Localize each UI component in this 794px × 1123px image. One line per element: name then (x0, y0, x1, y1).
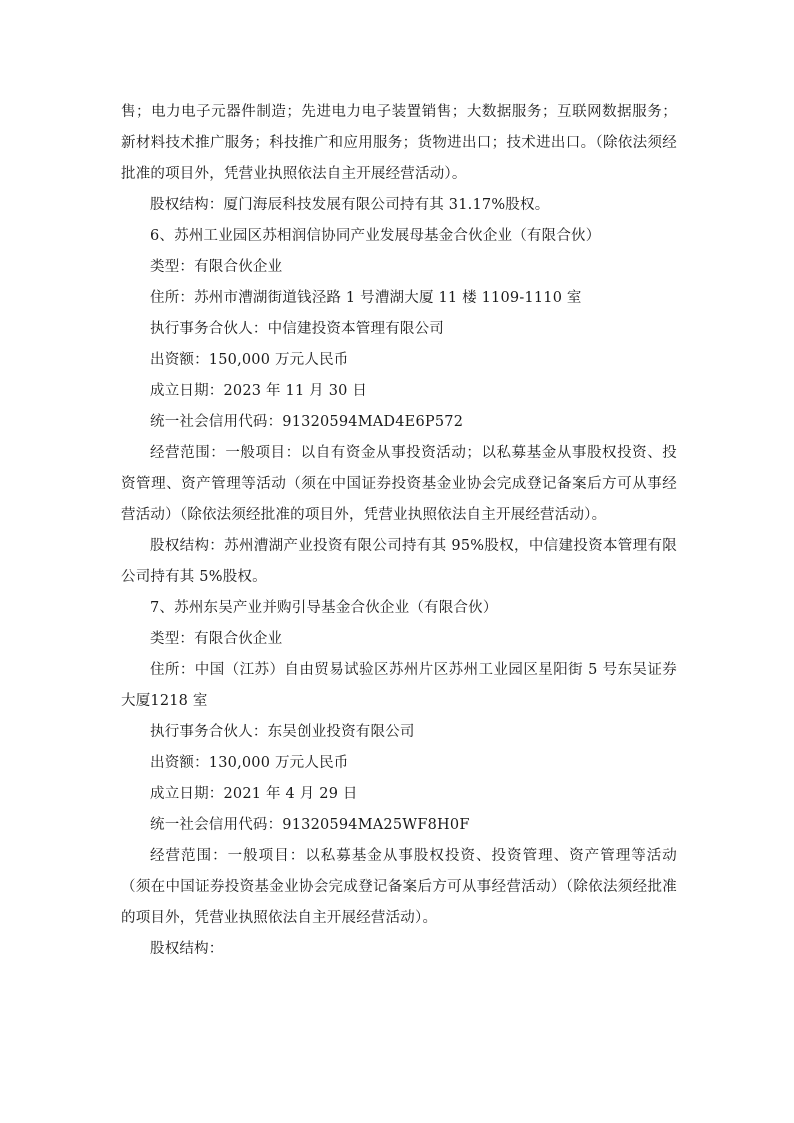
paragraph-managing-partner-6: 执行事务合伙人：中信建投资本管理有限公司 (150, 321, 444, 337)
paragraph-address-7: 住所：中国（江苏）自由贸易试验区苏州片区苏州工业园区星阳街 5 号东吴证券大厦1218 室 (121, 662, 677, 709)
section-heading-7: 7、苏州东吴产业并购引导基金合伙企业（有限合伙） (150, 600, 498, 616)
document-body (121, 97, 677, 965)
paragraph-credit-code-7: 统一社会信用代码：91320594MA25WF8H0F (150, 817, 470, 833)
section-heading-6: 6、苏州工业园区苏相润信协同产业发展母基金合伙企业（有限合伙） (150, 228, 601, 244)
paragraph-equity-structure-5: 股权结构：厦门海辰科技发展有限公司持有其 31.17%股权。 (150, 197, 550, 213)
paragraph-business-scope-6: 经营范围：一般项目：以自有资金从事投资活动；以私募基金从事股权投资、投资管理、资产管理等活动（须在中国证券投资基金业协会完成登记备案后方可从事经营活动）（除依法须经批准的项目外，凭营业执照依法自主开展经营活动）。 (121, 445, 677, 523)
paragraph-established-date-7: 成立日期：2021 年 4 月 29 日 (150, 786, 358, 802)
paragraph-managing-partner-7: 执行事务合伙人：东吴创业投资有限公司 (150, 724, 415, 740)
paragraph-capital-6: 出资额：150,000 万元人民币 (150, 352, 349, 368)
paragraph-business-scope-7: 经营范围：一般项目：以私募基金从事股权投资、投资管理、资产管理等活动（须在中国证券投资基金业协会完成登记备案后方可从事经营活动）（除依法须经批准的项目外，凭营业执照依法自主开展经营活动）。 (121, 848, 677, 926)
paragraph-type-6: 类型：有限合伙企业 (150, 259, 283, 275)
paragraph-address-6: 住所：苏州市漕湖街道钱泾路 1 号漕湖大厦 11 楼 1109-1110 室 (150, 290, 582, 306)
paragraph-established-date-6: 成立日期：2023 年 11 月 30 日 (150, 383, 368, 399)
paragraph-business-scope-continued: 售；电力电子元器件制造；先进电力电子装置销售；大数据服务；互联网数据服务；新材料技术推广服务；科技推广和应用服务；货物进出口；技术进出口。（除依法须经批准的项目外，凭营业执照依法自主开展经营活动）。 (121, 104, 677, 182)
paragraph-equity-structure-6: 股权结构：苏州漕湖产业投资有限公司持有其 95%股权，中信建投资本管理有限公司持有其 5%股权。 (121, 538, 677, 585)
paragraph-capital-7: 出资额：130,000 万元人民币 (150, 755, 349, 771)
paragraph-equity-structure-7: 股权结构： (150, 941, 224, 957)
paragraph-credit-code-6: 统一社会信用代码：91320594MAD4E6P572 (150, 414, 464, 430)
paragraph-type-7: 类型：有限合伙企业 (150, 631, 283, 647)
